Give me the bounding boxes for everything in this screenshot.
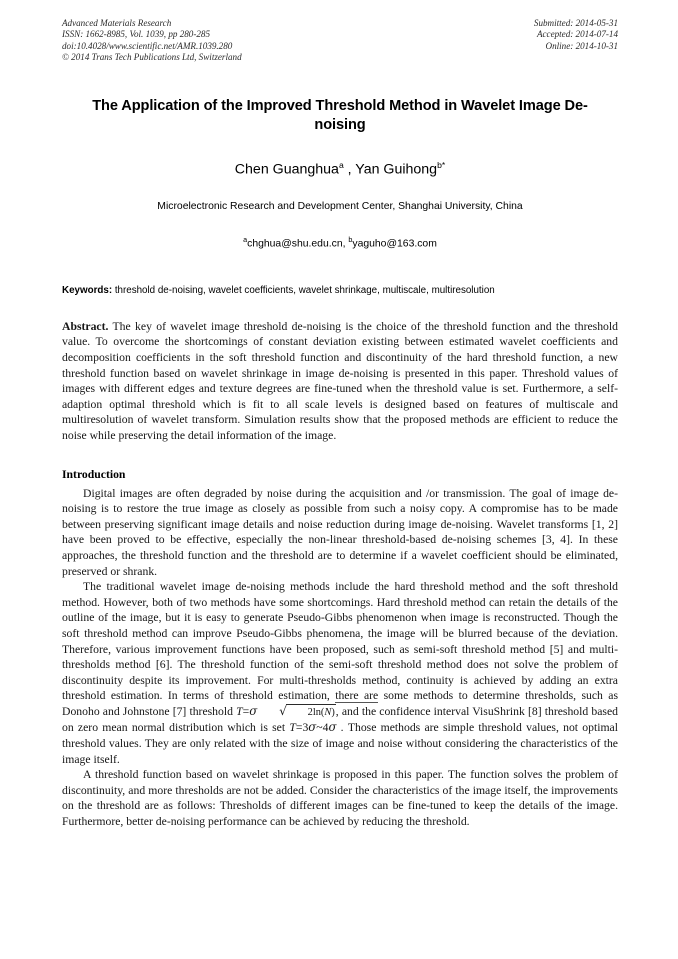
formula1-radicand-close: ) [331,706,335,718]
formula2-coef-1: 3 [302,721,309,735]
formula2-equals: = [295,721,303,735]
journal-copyright: © 2014 Trans Tech Publications Ltd, Switzerland [62,52,242,63]
formula1-radical [257,704,336,721]
formula2-coef-2: 4 [322,721,329,735]
section-heading-introduction: Introduction [62,467,126,481]
email-marker-1: a [243,235,248,245]
author-emails [62,233,618,251]
formula2-sigma-1: σ [308,720,317,735]
journal-name: Advanced Materials Research [62,18,172,28]
journal-issn-volume: ISSN: 1662-8985, Vol. 1039, pp 280-285 [62,29,211,40]
spellcheck-marked-text: there are [335,689,379,703]
accepted-date: Accepted: 2014-07-14 [536,29,618,40]
journal-header-left [62,18,242,64]
formula2-tilde: ~ [316,721,323,735]
intro-paragraph-3: A threshold function based on wavelet shrinkage is proposed in this paper. The function solves the problem of discontinuity, and more thresholds are not be added. Consider the characteristics of the image itself, the improvements on the threshold are as follows: Thresholds of different images can be fine-tuned to keep the details of the image. Furthermore, better de-noising performance can be achieved by reducing the threshold. [62,768,618,829]
intro-paragraph-2-cont-d: . Those methods are simple threshold values, not optimal threshold values. They are only related with the size of image and noise without considering the characteristics of the image itself. [62,721,618,766]
abstract-text: The key of wavelet image threshold de-noising is the choice of the threshold function and the threshold value. To overcome the shortcomings of constant deviation existing between estimated wavelet coefficients and decomposition coefficients in the soft threshold function and discontinuity of the hard threshold function, a new threshold function based on wavelet shrinkage in image de-noising is presented in this paper. Threshold values of images with different edges and texture degrees are fine-tuned when the threshold value is set. Furthermore, a self-adaption optimal threshold which is fit to all scale levels is designed based on features of multiscale and multiresolution of wavelet transform. Simulation results show that the proposed methods are efficient to reduce the noise while preserving the detail information of the image. [62,319,618,442]
email-address-2: yaguho@163.com [352,238,437,250]
formula1-radicand-var: N [324,706,332,718]
radical-sign-icon: √ [279,703,287,718]
author-affil-marker-1: a [338,159,344,170]
journal-doi: doi:10.4028/www.scientific.net/AMR.1039.280 [62,40,233,51]
abstract-block [62,319,618,444]
online-date: Online: 2014-10-31 [545,40,618,51]
author-name-2: Yan Guihong [355,161,438,178]
email-address-1: chghua@shu.edu.cn, [247,238,349,250]
abstract-label: Abstract. [62,319,109,333]
formula2-sigma-2: σ [328,720,337,735]
formula1-radicand [286,704,336,721]
submitted-date: Submitted: 2014-05-31 [533,18,618,28]
page-title: The Application of the Improved Threshold Method in Wavelet Image De-noising [92,97,588,133]
formula-visushrink-threshold [289,721,336,734]
author-affil-marker-2: b* [437,159,446,170]
formula-donoho-threshold [236,705,336,718]
author-name-1: Chen Guanghua [234,161,339,178]
intro-paragraph-2-text: The traditional wavelet image de-noising methods include the hard threshold method and the soft threshold method. However, both of two methods have some shortcomings. Hard threshold method can retain the details of the outline of the image, but it is easy to generate Pseudo-Gibbs phenomenon when image is reconstructed. Though the soft threshold method can improve Pseudo-Gibbs phenomena, the image will be blurred because of the deviation. Therefore, various improvement functions have been proposed, such as semi-soft threshold method [5] and multi-thresholds method [6]. The threshold function of the semi-soft threshold method does not solve the problem of discontinuity despite its improvement. For multi-thresholds method, continuity is achieved by adding an extra threshold estimation. In terms of threshold estimation, [62,580,618,703]
intro-paragraph-1: Digital images are often degraded by noise during the acquisition and /or transmission. The goal of image de-noising is to restore the true image as closely as possible from such a noisy copy. A compromise has to be made between preserving significant image details and noise reduction during image de-noising. Wavelet transforms [1, 2] have been proved to be effective, especially the non-linear threshold-based de-noising schemes [3, 4]. In these approaches, the threshold function and the threshold are to determine if a wavelet coefficient should be eliminated, preserved or shrank. [62,486,618,578]
journal-header-right [534,18,618,52]
formula2-lhs: T [289,721,296,735]
keywords-text: threshold de-noising, wavelet coefficients, wavelet shrinkage, multiscale, multiresolution [112,284,495,296]
author-separator: , [343,161,356,178]
intro-paragraph-2 [62,579,618,767]
author-list [62,156,618,179]
formula1-sigma: σ [249,703,258,718]
journal-header [62,18,618,64]
affiliation: Microelectronic Research and Development Center, Shanghai University, China [157,201,523,213]
intro-paragraph-2-cont-c: , and the confidence interval VisuShrink [8] threshold based on zero mean normal distribution which is set [62,704,618,735]
keywords-line [62,284,618,297]
formula1-radicand-prefix: 2ln( [307,706,325,718]
keywords-label: Keywords: [62,284,113,296]
formula1-equals: = [242,704,250,718]
formula1-lhs: T [236,704,243,718]
email-marker-2: b [348,235,353,245]
intro-paragraph-2-cont-b: some methods to determine thresholds, such as Donoho and Johnstone [7] threshold [62,689,618,718]
